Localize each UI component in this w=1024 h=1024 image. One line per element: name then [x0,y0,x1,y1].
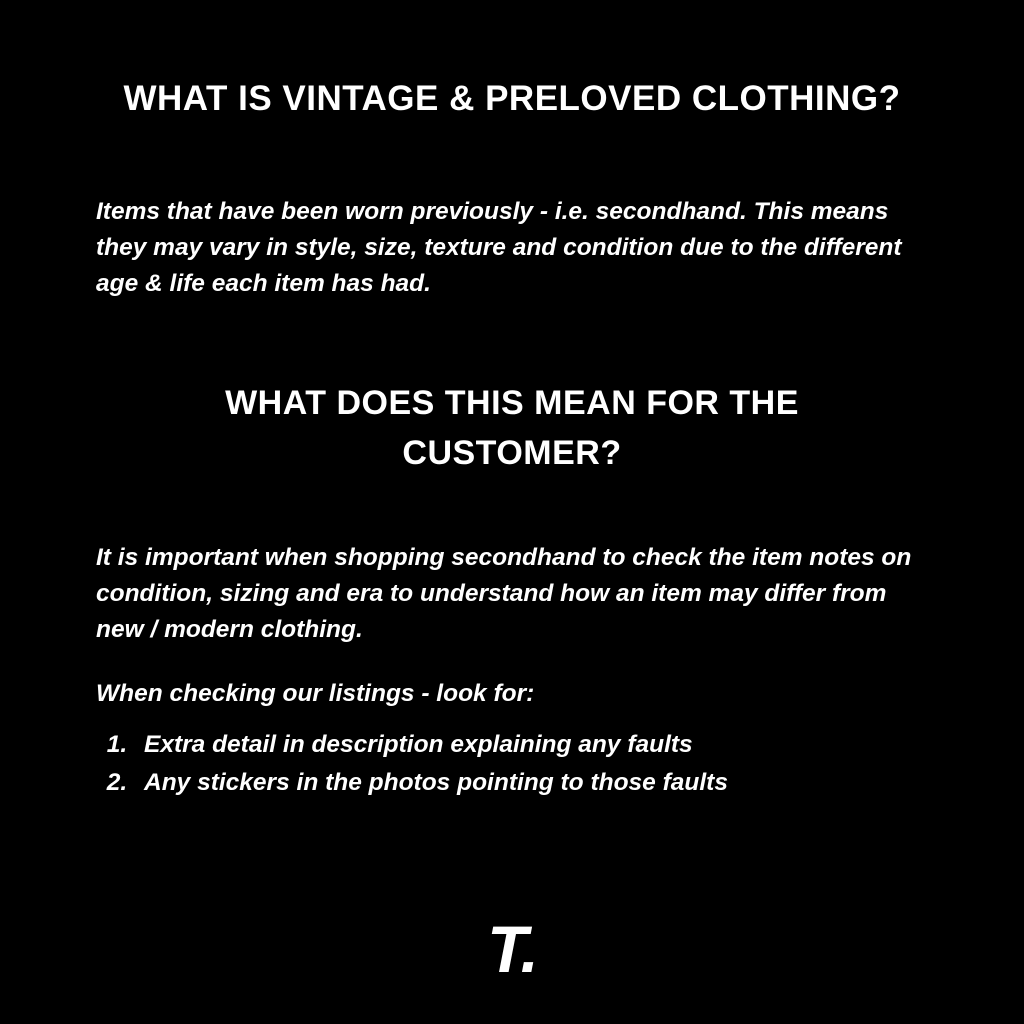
customer-paragraph: It is important when shopping secondhand to check the item notes on condition, sizing and era to understand how an item may differ from new / modern clothing. [96,544,912,643]
section-heading-wrap [0,302,1024,478]
intro-paragraph: Items that have been worn previously - i.e. secondhand. This means they may vary in style, size, texture and condition due to the different age & life each item has had. [96,198,902,297]
section-heading: WHAT DOES THIS MEAN FOR THE CUSTOMER? [225,384,799,472]
list-item: 1. Extra detail in description explaining any faults [134,726,1024,764]
fault-check-list [0,726,1024,802]
listings-prompt: When checking our listings - look for: [96,680,535,707]
brand-logo [0,912,1024,986]
page-title: WHAT IS VINTAGE & PRELOVED CLOTHING? [123,79,901,118]
list-item: 2. Any stickers in the photos pointing to those faults [134,764,1024,802]
logo-text: T. [487,912,537,986]
